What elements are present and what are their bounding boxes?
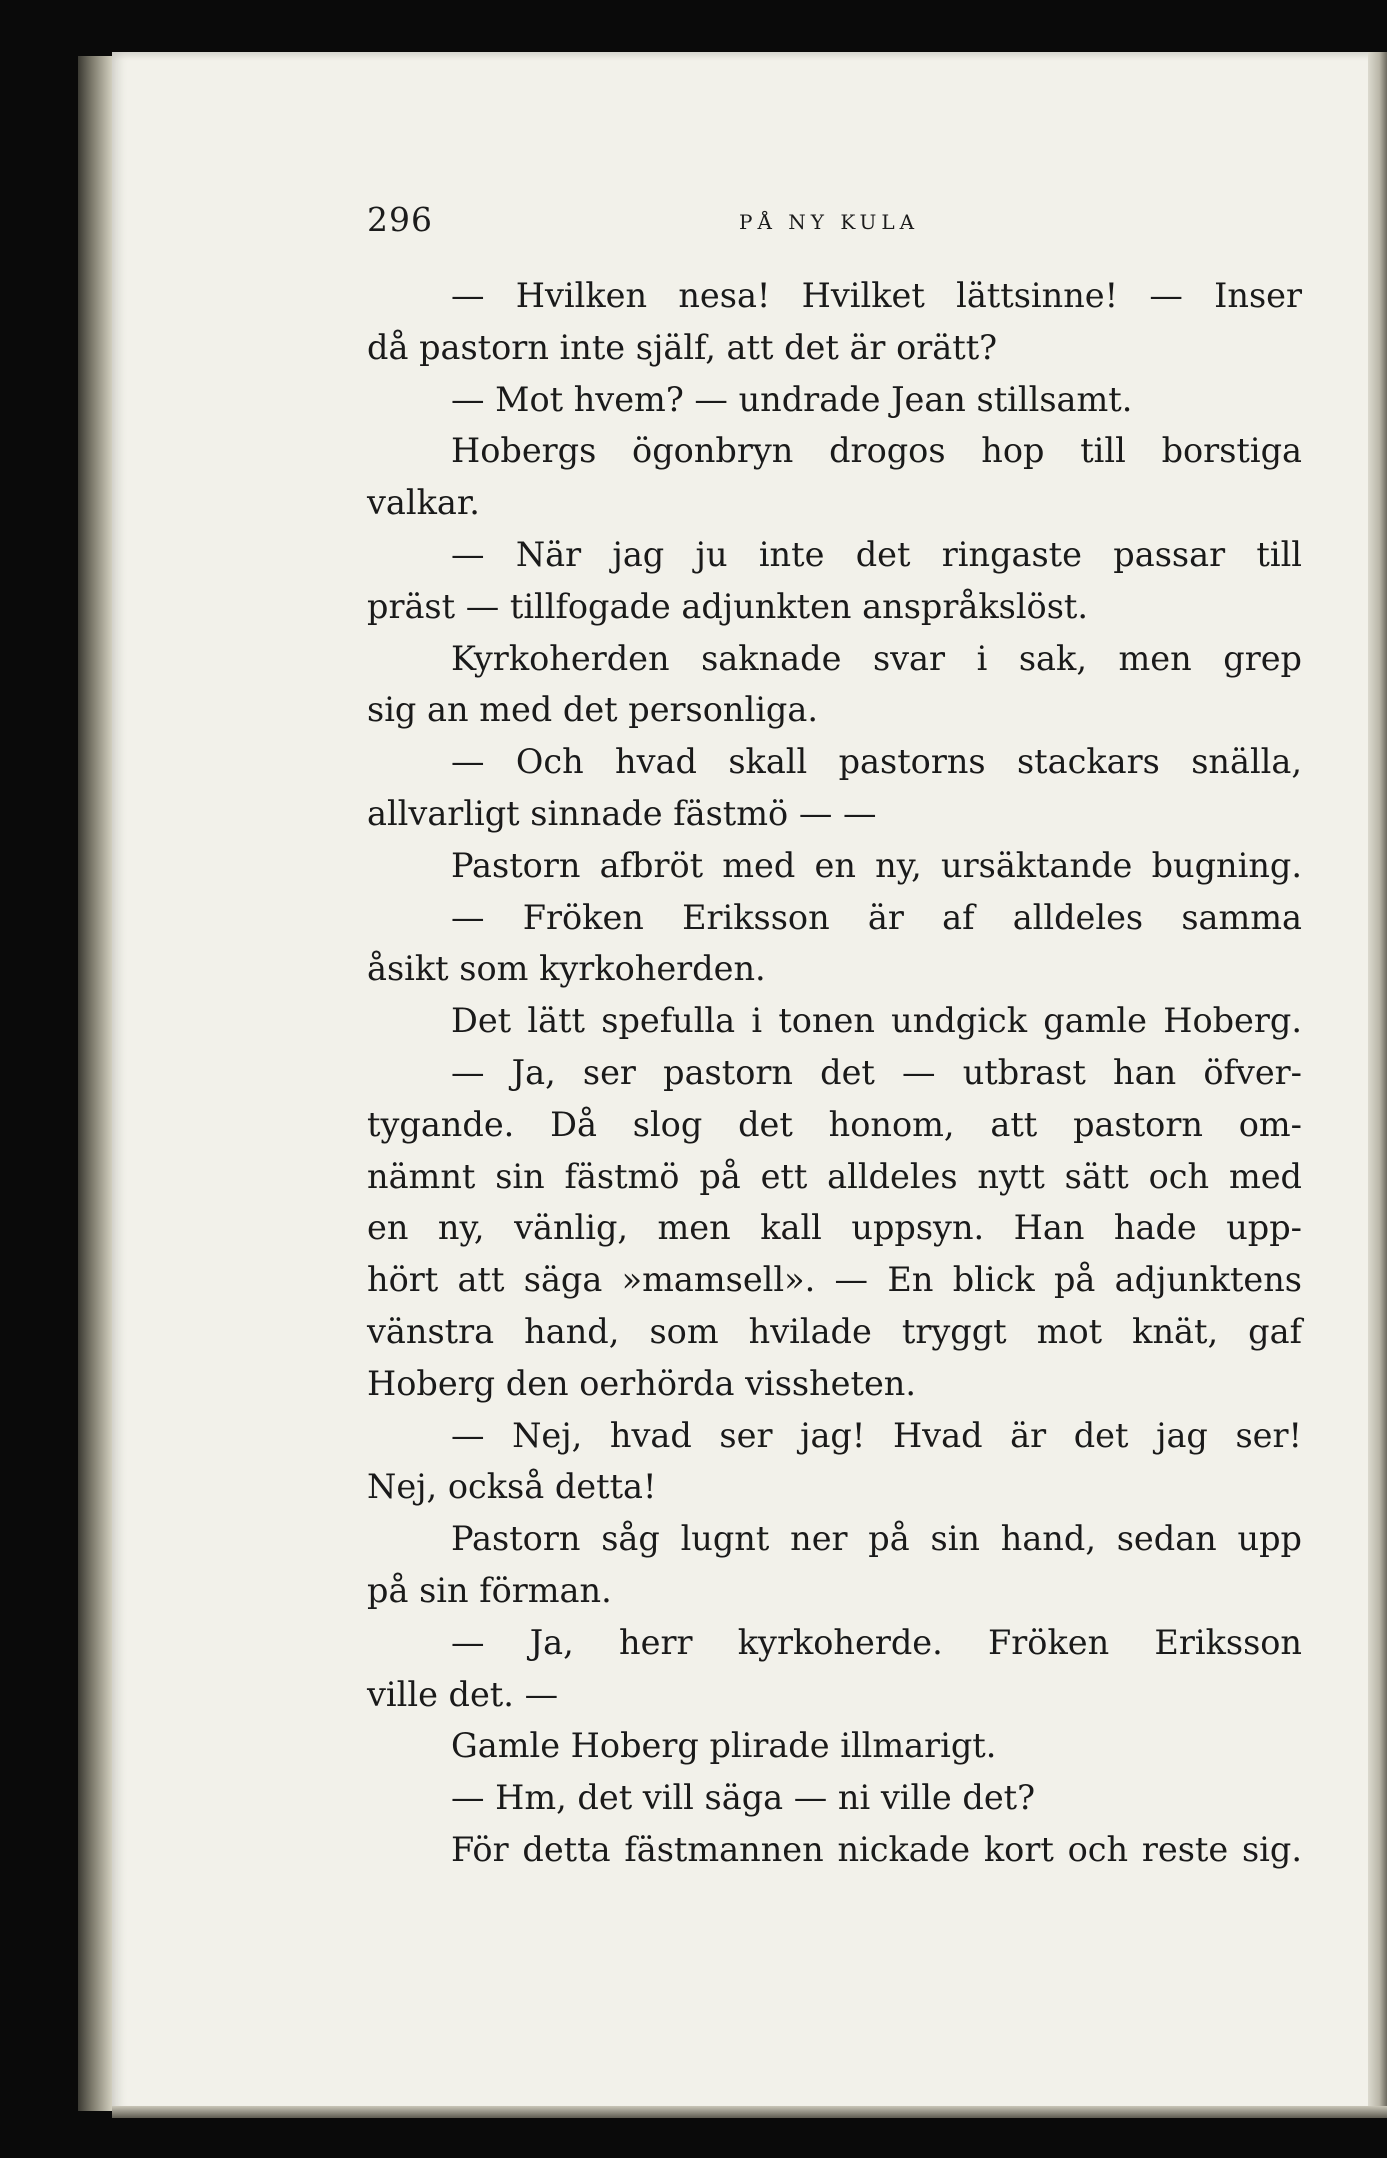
page-header [367,200,1367,250]
text-line: på sin förman. [367,1570,612,1610]
text-line: — Nej, hvad ser jag! Hvad är det jag ser! [451,1415,1302,1455]
text-line: — Mot hvem? — undrade Jean stillsamt. [451,379,1133,419]
running-title: PÅ NY KULA [739,210,920,234]
text-line: Gamle Hoberg plirade illmarigt. [451,1726,997,1766]
text-line: Hoberg den oerhörda vissheten. [367,1363,917,1403]
body-text [367,270,1302,1876]
text-line: en ny, vänlig, men kall uppsyn. Han hade upp- [367,1208,1302,1248]
page-bottom-edge [112,2106,1387,2118]
page-number: 296 [367,200,433,239]
text-line: — Ja, herr kyrkoherde. Fröken Eriksson [451,1622,1302,1662]
text-line: Hobergs ögonbryn drogos hop till borstiga [451,431,1302,471]
text-line: nämnt sin fästmö på ett alldeles nytt sätt och med [367,1156,1302,1196]
text-line: — När jag ju inte det ringaste passar till [451,534,1302,574]
text-line: — Ja, ser pastorn det — utbrast han öfver- [451,1052,1302,1092]
text-line: Pastorn såg lugnt ner på sin hand, sedan upp [451,1519,1302,1559]
text-line: Det lätt spefulla i tonen undgick gamle Hoberg. [451,1001,1302,1041]
text-line: hört att säga »mamsell». — En blick på adjunktens [367,1260,1302,1300]
text-line: då pastorn inte själf, att det är orätt? [367,327,998,367]
text-line: — Hm, det vill säga — ni ville det? [451,1778,1036,1818]
text-line: åsikt som kyrkoherden. [367,949,766,989]
text-line: Nej, också detta! [367,1467,657,1507]
text-line: — Hvilken nesa! Hvilket lättsinne! — Inser [451,276,1302,315]
text-line: Pastorn afbröt med en ny, ursäktande bugning. [451,845,1302,885]
text-line: präst — tillfogade adjunkten anspråkslöst. [367,586,1089,626]
text-line: valkar. [367,483,480,523]
page-right-edge [1368,52,1387,2114]
text-line: vänstra hand, som hvilade tryggt mot knät, gaf [367,1311,1302,1351]
text-line: tygande. Då slog det honom, att pastorn om- [367,1104,1302,1144]
text-line: sig an med det personliga. [367,690,818,730]
text-line: — Och hvad skall pastorns stackars snälla, [451,742,1302,782]
text-line: ville det. — [367,1674,559,1714]
text-line: allvarligt sinnade fästmö — — [367,793,877,833]
text-line: För detta fästmannen nickade kort och reste sig. [451,1829,1302,1869]
text-line: — Fröken Eriksson är af alldeles samma [451,897,1302,937]
text-line: Kyrkoherden saknade svar i sak, men grep [451,638,1302,678]
